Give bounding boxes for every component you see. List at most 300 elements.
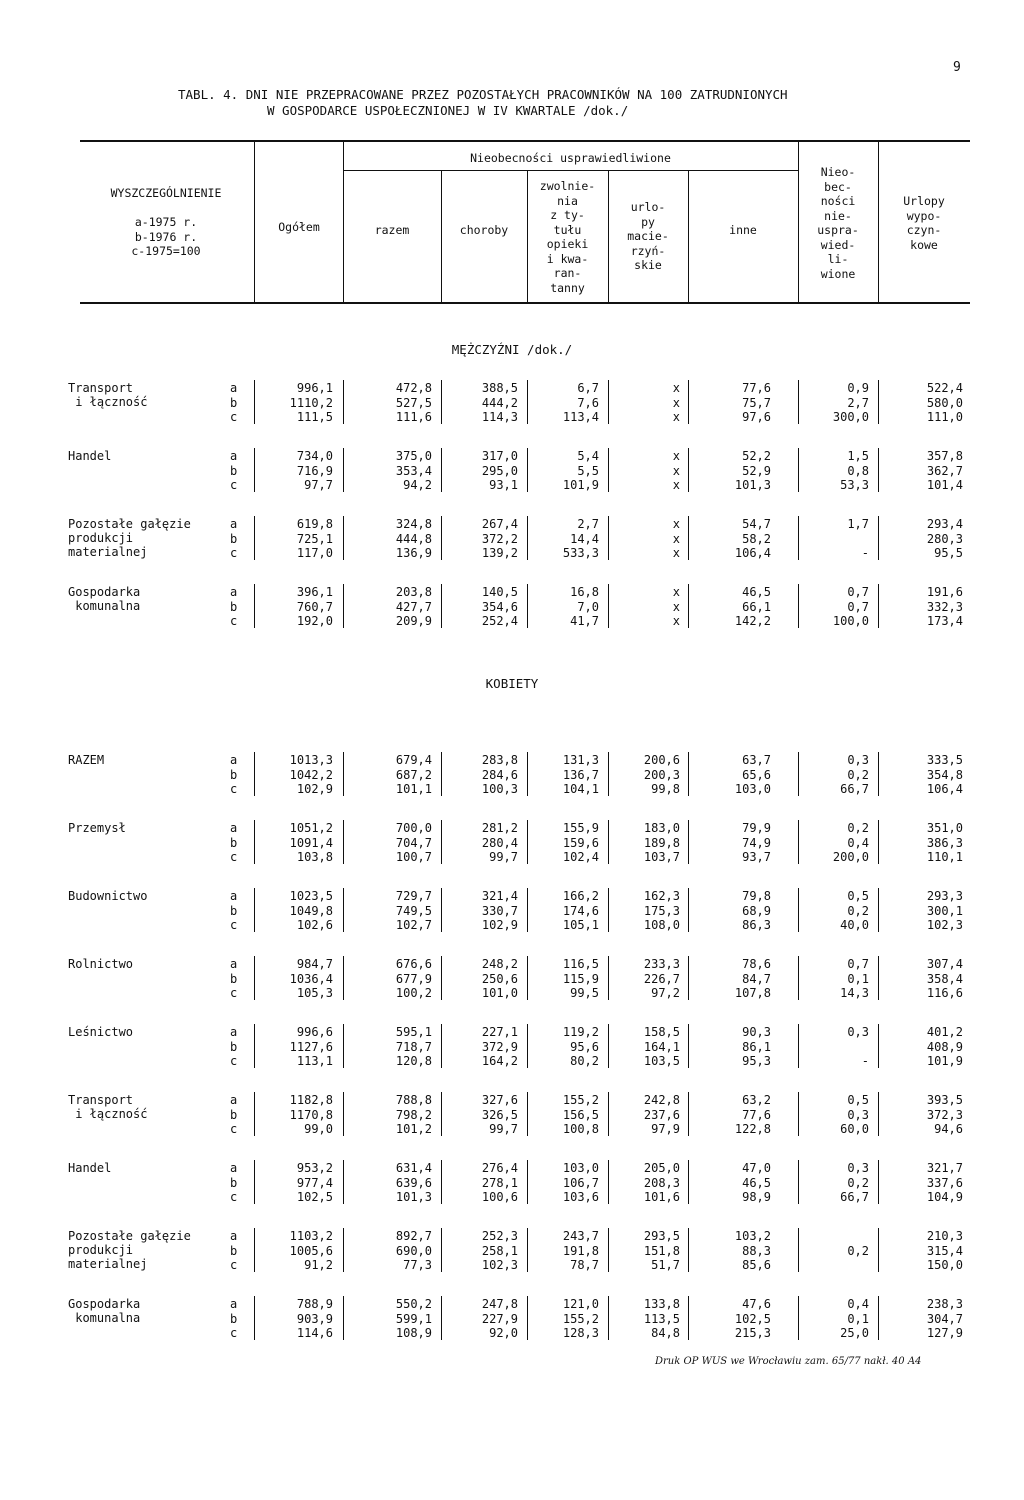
column-rule [254,516,255,560]
table-cell: 2,7 [577,517,599,531]
row-letter: c [230,986,238,1000]
column-rule [688,820,689,864]
table-cell: 237,6 [643,1107,680,1122]
table-cell: 1051,2 [289,821,333,835]
table-row [0,1054,1024,1068]
table-cell: 100,8 [562,1122,599,1136]
table-cell: 100,2 [395,986,432,1000]
table-cell: 162,3 [643,889,680,903]
table-cell: 6,7 [577,381,599,395]
table-cell: 106,4 [734,546,771,560]
table-cell: 52,9 [742,463,771,478]
table-cell: 227,9 [481,1311,518,1326]
table-cell: 1170,8 [289,1107,333,1122]
table-row [0,381,1024,395]
table-cell: 102,9 [296,782,333,796]
table-cell: 88,3 [742,1243,771,1258]
table-cell: 267,4 [481,517,518,531]
column-rule [527,1296,528,1340]
table-cell: 307,4 [926,957,963,971]
table-row [0,957,1024,971]
table-row [0,449,1024,463]
table-cell: 183,0 [643,821,680,835]
table-cell: 66,7 [840,782,869,796]
column-rule [878,448,879,492]
table-cell: 46,5 [742,1175,771,1190]
table-cell: 120,8 [395,1054,432,1068]
table-cell: 233,3 [643,957,680,971]
column-rule [688,380,689,424]
table-cell: 326,5 [481,1107,518,1122]
table-cell: 0,1 [847,971,869,986]
table-cell: 108,9 [395,1326,432,1340]
table-cell: 101,1 [395,782,432,796]
row-group-label: Handel [68,1161,112,1175]
column-rule [527,956,528,1000]
table-row [0,1176,1024,1190]
column-rule [527,380,528,424]
column-rule [878,584,879,628]
column-rule [608,1296,609,1340]
table-cell: 79,8 [742,889,771,903]
column-rule [878,1160,879,1204]
column-rule [527,1228,528,1272]
table-cell: 99,0 [304,1122,333,1136]
table-cell: 679,4 [395,753,432,767]
row-group-label: Handel [68,449,112,463]
column-rule [441,1092,442,1136]
table-cell: 117,0 [296,546,333,560]
row-letter: a [230,1229,238,1243]
column-rule [441,516,442,560]
table-cell: 150,0 [926,1258,963,1272]
table-cell: 0,3 [847,1025,869,1039]
table-cell: 14,3 [840,986,869,1000]
row-group-label: Pozostałe gałęzie produkcji materialnej [68,1229,191,1271]
table-row [0,753,1024,767]
header-group: Nieobecności usprawiedliwione [470,151,671,165]
table-row [0,904,1024,918]
page-number: 9 [953,60,961,75]
table-row [0,986,1024,1000]
table-cell: 164,1 [643,1039,680,1054]
row-letter: c [230,1054,238,1068]
column-rule [343,888,344,932]
table-cell: 427,7 [395,599,432,614]
column-rule [527,820,528,864]
table-cell: 97,7 [304,478,333,492]
table-cell: 90,3 [742,1025,771,1039]
table-cell: 41,7 [570,614,599,628]
table-cell: 0,2 [847,767,869,782]
table-cell: 631,4 [395,1161,432,1175]
table-cell: 704,7 [395,835,432,850]
table-cell: x [672,449,680,463]
table-cell: 0,3 [847,1161,869,1175]
table-cell: 1023,5 [289,889,333,903]
table-cell: 155,9 [562,821,599,835]
row-letter: a [230,1297,238,1311]
table-cell: 119,2 [562,1025,599,1039]
table-cell: 105,3 [296,986,333,1000]
table-row [0,821,1024,835]
column-rule [608,1024,609,1068]
column-rule [608,956,609,1000]
column-rule [878,956,879,1000]
table-cell: 996,6 [296,1025,333,1039]
table-cell: 1005,6 [289,1243,333,1258]
table-cell: 155,2 [562,1311,599,1326]
table-cell: 293,5 [643,1229,680,1243]
table-cell: 95,5 [934,546,963,560]
table-cell: 116,5 [562,957,599,971]
table-cell: 159,6 [562,835,599,850]
table-cell: 788,9 [296,1297,333,1311]
row-letter: b [230,971,238,986]
table-cell: 63,2 [742,1093,771,1107]
column-rule [343,1160,344,1204]
column-rule [441,584,442,628]
row-letter: c [230,1122,238,1136]
table-cell: 53,3 [840,478,869,492]
column-rule [688,1228,689,1272]
table-cell: 0,7 [847,585,869,599]
column-rule [343,380,344,424]
table-cell: 94,2 [403,478,432,492]
table-cell: 358,4 [926,971,963,986]
table-title [178,87,788,119]
table-cell: 102,5 [734,1311,771,1326]
column-rule [527,1092,528,1136]
table-cell: 977,4 [296,1175,333,1190]
column-rule [688,516,689,560]
table-cell: x [672,381,680,395]
table-cell: 408,9 [926,1039,963,1054]
table-cell: 106,7 [562,1175,599,1190]
table-cell: 250,6 [481,971,518,986]
table-cell: 1049,8 [289,903,333,918]
table-cell: 92,0 [489,1326,518,1340]
table-cell: 317,0 [481,449,518,463]
table-cell: 63,7 [742,753,771,767]
column-rule [527,516,528,560]
row-group-label: Leśnictwo [68,1025,134,1039]
table-cell: 372,3 [926,1107,963,1122]
table-cell: 103,0 [562,1161,599,1175]
table-cell: 158,5 [643,1025,680,1039]
table-cell: 1103,2 [289,1229,333,1243]
row-letter: a [230,889,238,903]
table-cell: 200,6 [643,753,680,767]
column-rule [688,1092,689,1136]
table-cell: 107,8 [734,986,771,1000]
table-cell: 5,5 [577,463,599,478]
table-cell: 353,4 [395,463,432,478]
row-letter: a [230,381,238,395]
table-row [0,1297,1024,1311]
column-rule [441,820,442,864]
table-cell: 79,9 [742,821,771,835]
column-rule [343,448,344,492]
row-group-label: Transport i łączność [68,1093,148,1121]
table-cell: 0,4 [847,1297,869,1311]
table-cell: 321,7 [926,1161,963,1175]
table-cell: 128,3 [562,1326,599,1340]
column-rule [608,752,609,796]
row-letter: b [230,1311,238,1326]
table-cell: 690,0 [395,1243,432,1258]
table-cell: 103,7 [643,850,680,864]
table-row [0,918,1024,932]
table-cell: 903,9 [296,1311,333,1326]
header-stub: WYSZCZEGÓLNIENIE a-1975 r. b-1976 r. c-1975=100 [110,186,222,258]
table-cell: 95,6 [570,1039,599,1054]
table-cell: 191,6 [926,585,963,599]
header-choroby: choroby [459,223,509,237]
table-cell: 386,3 [926,835,963,850]
table-cell: 101,2 [395,1122,432,1136]
table-cell: 0,2 [847,903,869,918]
table-row [0,464,1024,478]
table-cell: 94,6 [934,1122,963,1136]
table-cell: 127,9 [926,1326,963,1340]
table-cell: 357,8 [926,449,963,463]
title-line-2: W GOSPODARCE USPOŁECZNIONEJ W IV KWARTALE /dok./ [267,103,629,118]
table-cell: 99,5 [570,986,599,1000]
table-cell: 444,2 [481,395,518,410]
table-cell: 101,0 [481,986,518,1000]
table-cell: 80,2 [570,1054,599,1068]
column-rule [798,1296,799,1340]
table-cell: 100,7 [395,850,432,864]
section-title: MĘŻCZYŹNI /dok./ [451,342,573,357]
column-rule [343,1296,344,1340]
column-rule [608,448,609,492]
table-cell: x [672,614,680,628]
table-cell: 278,1 [481,1175,518,1190]
table-cell: 295,0 [481,463,518,478]
table-cell: 760,7 [296,599,333,614]
row-letter: b [230,599,238,614]
printer-footer: Druk OP WUS we Wrocławiu zam. 65/77 nakł. 40 A4 [655,1356,922,1367]
table-cell: 293,4 [926,517,963,531]
table-cell: 102,4 [562,850,599,864]
row-group-label: Transport i łączność [68,381,148,409]
row-letter: b [230,1175,238,1190]
table-cell: 102,3 [481,1258,518,1272]
row-group-label: Budownictwo [68,889,148,903]
table-cell: 375,0 [395,449,432,463]
table-cell: 65,6 [742,767,771,782]
table-row [0,614,1024,628]
table-cell: 227,1 [481,1025,518,1039]
table-cell: 315,4 [926,1243,963,1258]
table-cell: 0,2 [847,1175,869,1190]
table-row [0,889,1024,903]
title-line-1: TABL. 4. DNI NIE PRZEPRACOWANE PRZEZ POZOSTAŁYCH PRACOWNIKÓW NA 100 ZATRUDNIONYCH [178,87,788,102]
table-cell: 7,0 [577,599,599,614]
table-cell: 85,6 [742,1258,771,1272]
table-cell: 101,3 [395,1190,432,1204]
table-cell: 98,9 [742,1190,771,1204]
table-cell: 103,0 [734,782,771,796]
column-rule [688,956,689,1000]
table-cell: 0,3 [847,753,869,767]
table-cell: 1091,4 [289,835,333,850]
table-cell: 97,6 [742,410,771,424]
table-row [0,1122,1024,1136]
row-group-label: Pozostałe gałęzie produkcji materialnej [68,517,191,559]
row-letter: c [230,782,238,796]
table-cell: 527,5 [395,395,432,410]
table-cell: 0,5 [847,1093,869,1107]
table-cell: 155,2 [562,1093,599,1107]
table-row [0,1312,1024,1326]
table-row [0,1258,1024,1272]
table-cell: 293,3 [926,889,963,903]
table-cell: 401,2 [926,1025,963,1039]
table-cell: 93,7 [742,850,771,864]
table-cell: 677,9 [395,971,432,986]
table-cell: 97,9 [651,1122,680,1136]
row-group-label: Rolnictwo [68,957,134,971]
column-rule [798,888,799,932]
table-row [0,1244,1024,1258]
header-inne: inne [729,223,757,237]
table-cell: 52,2 [742,449,771,463]
table-cell: 16,8 [570,585,599,599]
header-bottom-rule [80,302,970,304]
column-rule [608,1228,609,1272]
table-cell: 103,6 [562,1190,599,1204]
row-letter: b [230,395,238,410]
column-rule [441,448,442,492]
column-rule [254,1024,255,1068]
table-cell: 252,4 [481,614,518,628]
table-cell: 91,2 [304,1258,333,1272]
table-cell: x [672,478,680,492]
table-cell: 111,6 [395,410,432,424]
table-cell: 113,1 [296,1054,333,1068]
column-rule [254,584,255,628]
table-cell: 173,4 [926,614,963,628]
table-cell: 104,9 [926,1190,963,1204]
column-rule [343,1092,344,1136]
table-cell: 95,3 [742,1054,771,1068]
table-cell: 1042,2 [289,767,333,782]
row-letter: c [230,478,238,492]
table-cell: 729,7 [395,889,432,903]
table-cell: x [672,585,680,599]
table-row [0,1229,1024,1243]
column-rule [798,752,799,796]
table-cell: 66,1 [742,599,771,614]
table-cell: 139,2 [481,546,518,560]
header-urlopy-wypoczynkowe: Urlopy wypo- czyn- kowe [903,194,945,252]
column-rule [878,888,879,932]
header-ogolem: Ogółem [278,220,320,234]
row-group-label: Gospodarka komunalna [68,1297,141,1325]
table-cell: 78,6 [742,957,771,971]
column-rule [608,1092,609,1136]
table-cell: 1,5 [847,449,869,463]
table-cell: 1110,2 [289,395,333,410]
table-cell: 393,5 [926,1093,963,1107]
column-rule [608,820,609,864]
table-cell: 304,7 [926,1311,963,1326]
table-cell: 362,7 [926,463,963,478]
table-row [0,1326,1024,1340]
table-cell: 0,4 [847,835,869,850]
table-cell: 300,1 [926,903,963,918]
table-cell: x [672,599,680,614]
table-row [0,585,1024,599]
row-letter: c [230,1258,238,1272]
table-cell: 101,6 [643,1190,680,1204]
row-letter: a [230,517,238,531]
table-cell: 102,6 [296,918,333,932]
column-rule [254,752,255,796]
table-cell: 102,9 [481,918,518,932]
table-cell: 281,2 [481,821,518,835]
table-cell: x [672,517,680,531]
column-rule [688,1296,689,1340]
column-rule [527,1160,528,1204]
column-rule [527,1024,528,1068]
row-letter: a [230,1093,238,1107]
table-cell: 47,6 [742,1297,771,1311]
table-cell: 66,7 [840,1190,869,1204]
column-rule [527,584,528,628]
row-letter: a [230,585,238,599]
table-cell: 892,7 [395,1229,432,1243]
table-cell: 1013,3 [289,753,333,767]
column-rule [343,752,344,796]
table-cell: 175,3 [643,903,680,918]
table-cell: x [672,546,680,560]
table-row [0,532,1024,546]
column-rule [798,820,799,864]
table-row [0,1093,1024,1107]
column-rule [608,888,609,932]
table-cell: 99,8 [651,782,680,796]
column-rule [798,448,799,492]
table-row [0,782,1024,796]
table-cell: 472,8 [395,381,432,395]
table-cell: x [672,410,680,424]
table-cell: 114,3 [481,410,518,424]
row-letter: a [230,753,238,767]
table-cell: 332,3 [926,599,963,614]
table-cell: 0,3 [847,1107,869,1122]
column-rule [254,956,255,1000]
header-nieusprawiedliwione: Nieo- bec- ności nie- uspra- wied- li- wione [817,165,859,281]
table-cell: x [672,395,680,410]
table-cell: 142,2 [734,614,771,628]
column-rule [878,1296,879,1340]
row-letter: c [230,546,238,560]
column-rule [798,516,799,560]
table-cell: 351,0 [926,821,963,835]
table-cell: 333,5 [926,753,963,767]
table-cell: 5,4 [577,449,599,463]
column-rule [343,1024,344,1068]
table-cell: 599,1 [395,1311,432,1326]
column-rule [254,820,255,864]
table-cell: 100,3 [481,782,518,796]
table-cell: 749,5 [395,903,432,918]
table-cell: 725,1 [296,531,333,546]
